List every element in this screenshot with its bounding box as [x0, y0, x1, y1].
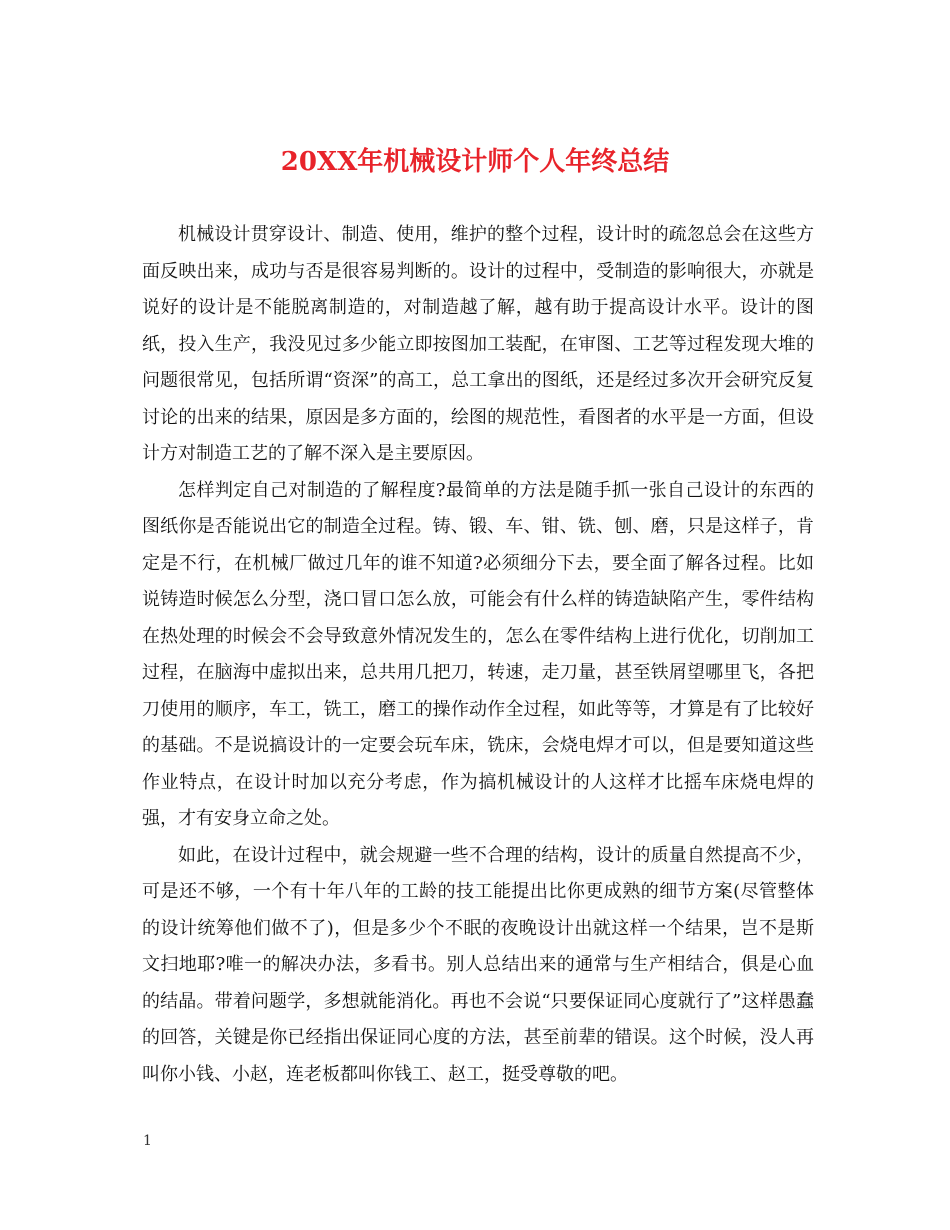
page-number: 1 [143, 1133, 152, 1149]
document-title: 20XX年机械设计师个人年终总结 [280, 147, 670, 177]
paragraph-3: 如此，在设计过程中，就会规避一些不合理的结构，设计的质量自然提高不少，可是还不够，一个有十年八年的工龄的技工能提出比你更成熟的细节方案(尽管整体的设计统筹他们做不了)，但是多少个不眠的夜晚设计出就这样一个结果，岂不是斯文扫地耶?唯一的解决办法，多看书。别人总结出来的通常与生产相结合，俱是心血的结晶。带着问题学，多想就能消化。再也不会说“只要保证同心度就行了”这样愚蠢的回答，关键是你已经指出保证同心度的方法，甚至前辈的错误。这个时候，没人再叫你小钱、小赵，连老板都叫你钱工、赵工，挺受尊敬的吧。 [142, 844, 814, 1085]
document-body [142, 217, 814, 1093]
paragraph-2: 怎样判定自己对制造的了解程度?最简单的方法是随手抓一张自己设计的东西的图纸你是否能说出它的制造全过程。铸、锻、车、钳、铣、刨、磨，只是这样子，肯定是不行，在机械厂做过几年的谁不知道?必须细分下去，要全面了解各过程。比如说铸造时候怎么分型，浇口冒口怎么放，可能会有什么样的铸造缺陷产生，零件结构在热处理的时候会不会导致意外情况发生的，怎么在零件结构上进行优化，切削加工过程，在脑海中虚拟出来，总共用几把刀，转速，走刀量，甚至铁屑望哪里飞，各把刀使用的顺序，车工，铣工，磨工的操作动作全过程，如此等等，才算是有了比较好的基础。不是说搞设计的一定要会玩车床，铣床，会烧电焊才可以，但是要知道这些作业特点，在设计时加以充分考虑，作为搞机械设计的人这样才比摇车床烧电焊的强，才有安身立命之处。 [142, 479, 814, 829]
paragraph-1: 机械设计贯穿设计、制造、使用，维护的整个过程，设计时的疏忽总会在这些方面反映出来，成功与否是很容易判断的。设计的过程中，受制造的影响很大，亦就是说好的设计是不能脱离制造的，对制造越了解，越有助于提高设计水平。设计的图纸，投入生产，我没见过多少能立即按图加工装配，在审图、工艺等过程发现大堆的问题很常见，包括所谓“资深”的高工，总工拿出的图纸，还是经过多次开会研究反复讨论的出来的结果，原因是多方面的，绘图的规范性，看图者的水平是一方面，但设计方对制造工艺的了解不深入是主要原因。 [142, 224, 814, 464]
